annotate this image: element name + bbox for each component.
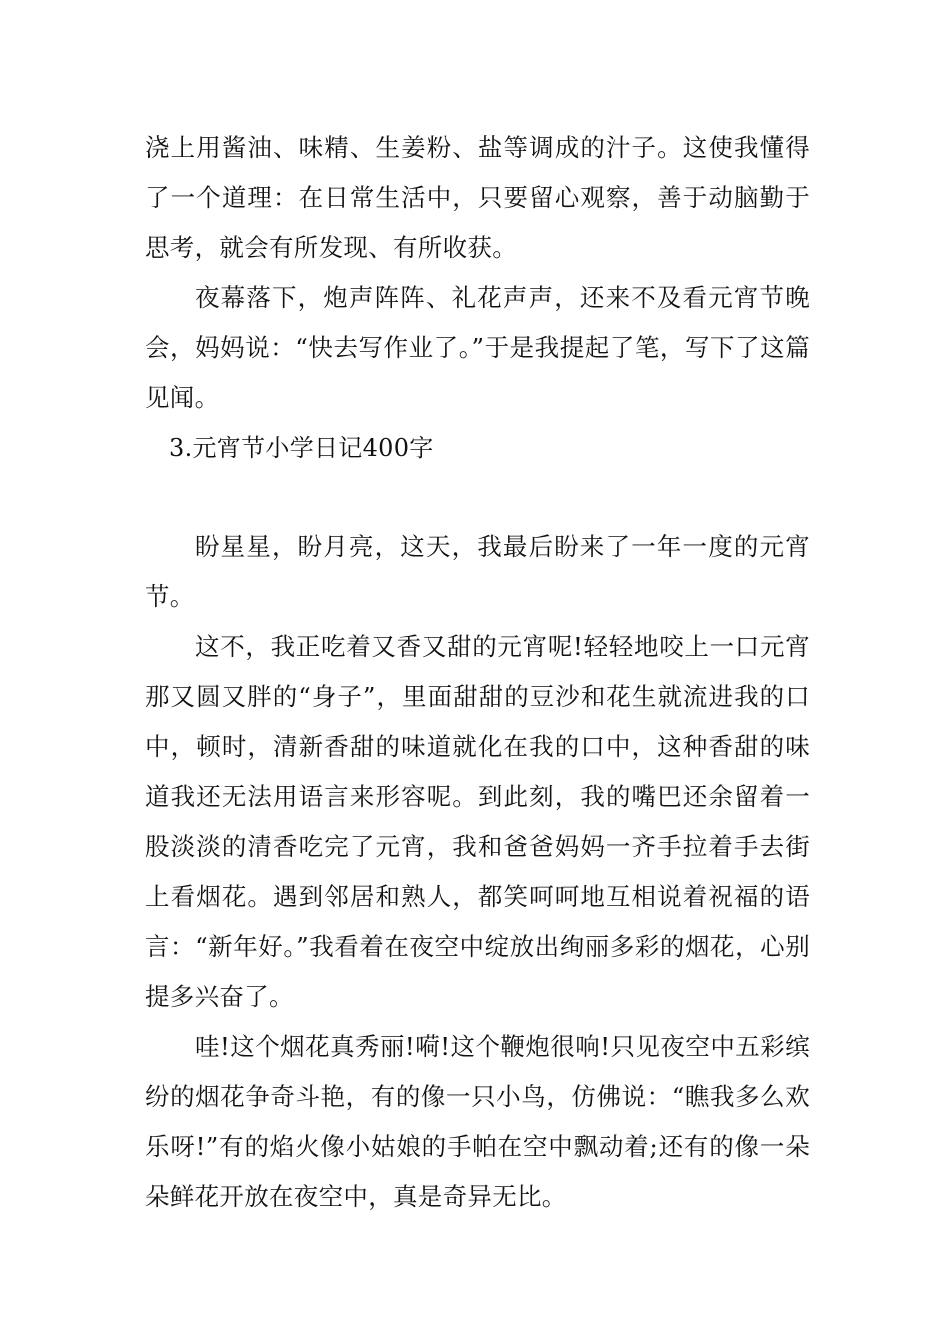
paragraph-waiting-festival: 盼星星，盼月亮，这天，我最后盼来了一年一度的元宵节。: [145, 532, 810, 611]
section-heading: 3.元宵节小学日记400字: [169, 434, 434, 462]
paragraph-nightfall: 夜幕落下，炮声阵阵、礼花声声，还来不及看元宵节晚会，妈妈说：“快去写作业了。”于是我提起了笔，写下了这篇见闻。: [145, 283, 810, 412]
document-body: [145, 123, 810, 1222]
paragraph-sauce-lesson: 浇上用酱油、味精、生姜粉、盐等调成的汁子。这使我懂得了一个道理：在日常生活中，只要留心观察，善于动脑勤于思考，就会有所发现、有所收获。: [145, 133, 810, 262]
paragraph-fireworks: 哇!这个烟花真秀丽!嗬!这个鞭炮很响!只见夜空中五彩缤纷的烟花争奇斗艳，有的像一只小鸟，仿佛说：“瞧我多么欢乐呀!”有的焰火像小姑娘的手帕在空中飘动着;还有的像一朵朵鲜花开放在夜空中，真是奇异无比。: [145, 1032, 810, 1211]
paragraph-eating-yuanxiao: 这不，我正吃着又香又甜的元宵呢!轻轻地咬上一口元宵那又圆又胖的“身子”，里面甜甜的豆沙和花生就流进我的口中，顿时，清新香甜的味道就化在我的口中，这种香甜的味道我还无法用语言来形容呢。到此刻，我的嘴巴还余留着一股淡淡的清香吃完了元宵，我和爸爸妈妈一齐手拉着手去街上看烟花。遇到邻居和熟人，都笑呵呵地互相说着祝福的语言：“新年好。”我看着在夜空中绽放出绚丽多彩的烟花，心别提多兴奋了。: [145, 632, 810, 1011]
blank-line: [145, 473, 810, 522]
